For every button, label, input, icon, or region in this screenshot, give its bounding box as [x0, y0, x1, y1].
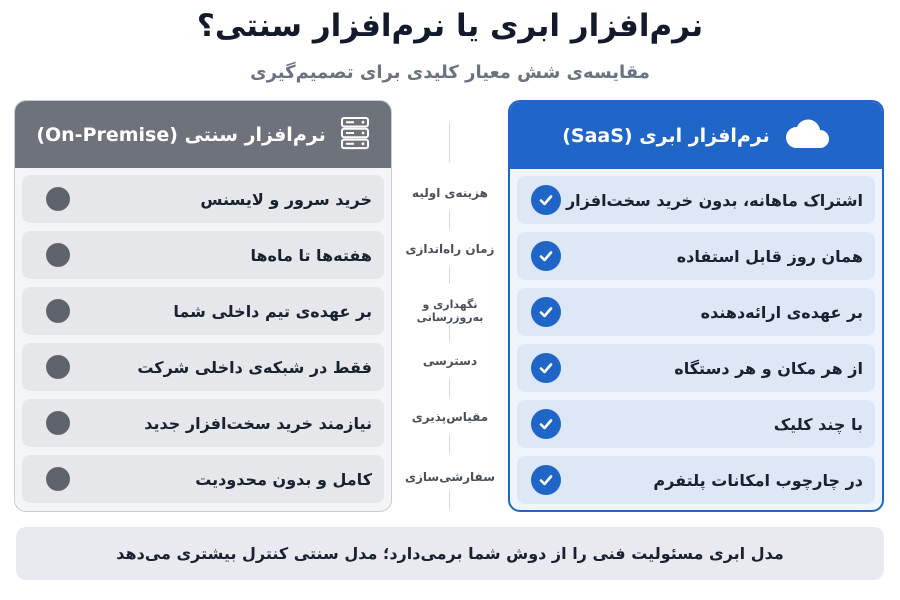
criteria-column	[392, 100, 508, 512]
check-icon	[531, 185, 561, 215]
divider-line	[449, 378, 450, 398]
divider-line	[449, 322, 450, 342]
divider-line	[449, 490, 450, 510]
check-icon	[531, 409, 561, 439]
saas-rows	[510, 169, 882, 512]
summary-footer: مدل ابری مسئولیت فنی را از دوش شما برمی‌دارد؛ مدل سنتی کنترل بیشتری می‌دهد	[16, 527, 884, 580]
onprem-card-title: نرم‌افزار سنتی (On-Premise)	[36, 123, 326, 146]
saas-row-access	[517, 344, 875, 392]
divider-line	[449, 266, 450, 284]
saas-row-text: بر عهده‌ی ارائه‌دهنده	[700, 302, 863, 322]
dot-icon	[46, 467, 70, 491]
criterion-label: نگهداری و به‌روزرسانی	[392, 298, 508, 324]
onprem-card-header	[15, 101, 391, 168]
onprem-row-maintenance	[22, 287, 384, 335]
onprem-row-text: خرید سرور و لایسنس	[200, 189, 372, 209]
criterion-label: سفارشی‌سازی	[392, 470, 508, 484]
saas-card-header	[510, 102, 882, 169]
criterion-label: زمان راه‌اندازی	[392, 242, 508, 256]
saas-row-text: در چارچوب امکانات پلتفرم	[653, 470, 863, 490]
onprem-row-text: بر عهده‌ی تیم داخلی شما	[173, 301, 372, 321]
saas-row-scalability	[517, 400, 875, 448]
saas-row-text: با چند کلیک	[773, 414, 863, 434]
page-subtitle: مقایسه‌ی شش معیار کلیدی برای تصمیم‌گیری	[250, 62, 650, 83]
onprem-row-text: هفته‌ها تا ماه‌ها	[250, 245, 372, 265]
dot-icon	[46, 187, 70, 211]
onprem-row-customization	[22, 455, 384, 503]
server-icon	[340, 116, 370, 154]
check-icon	[531, 465, 561, 495]
saas-row-setup-time	[517, 232, 875, 280]
saas-row-customization	[517, 456, 875, 504]
check-icon	[531, 353, 561, 383]
onprem-row-scalability	[22, 399, 384, 447]
saas-card-title: نرم‌افزار ابری (SaaS)	[562, 124, 770, 147]
onprem-card	[14, 100, 392, 512]
saas-row-text: اشتراک ماهانه، بدون خرید سخت‌افزار	[565, 190, 863, 210]
onprem-row-text: نیازمند خرید سخت‌افزار جدید	[144, 413, 372, 433]
onprem-row-setup-time	[22, 231, 384, 279]
saas-row-initial-cost	[517, 176, 875, 224]
onprem-rows	[15, 168, 391, 512]
onprem-row-initial-cost	[22, 175, 384, 223]
divider-line	[449, 434, 450, 454]
onprem-row-access	[22, 343, 384, 391]
onprem-row-text: کامل و بدون محدودیت	[195, 469, 372, 489]
divider-line	[449, 122, 450, 162]
criterion-label: مقیاس‌پذیری	[392, 410, 508, 424]
dot-icon	[46, 355, 70, 379]
onprem-row-text: فقط در شبکه‌ی داخلی شرکت	[137, 357, 372, 377]
criterion-label: هزینه‌ی اولیه	[392, 186, 508, 200]
criterion-label: دسترسی	[392, 354, 508, 368]
page-title: نرم‌افزار ابری یا نرم‌افزار سنتی؟	[196, 8, 704, 44]
cloud-icon	[784, 118, 830, 154]
check-icon	[531, 297, 561, 327]
saas-card	[508, 100, 884, 512]
saas-row-text: از هر مکان و هر دستگاه	[674, 358, 863, 378]
check-icon	[531, 241, 561, 271]
dot-icon	[46, 299, 70, 323]
dot-icon	[46, 411, 70, 435]
saas-row-text: همان روز قابل استفاده	[676, 246, 863, 266]
dot-icon	[46, 243, 70, 267]
divider-line	[449, 210, 450, 230]
saas-row-maintenance	[517, 288, 875, 336]
